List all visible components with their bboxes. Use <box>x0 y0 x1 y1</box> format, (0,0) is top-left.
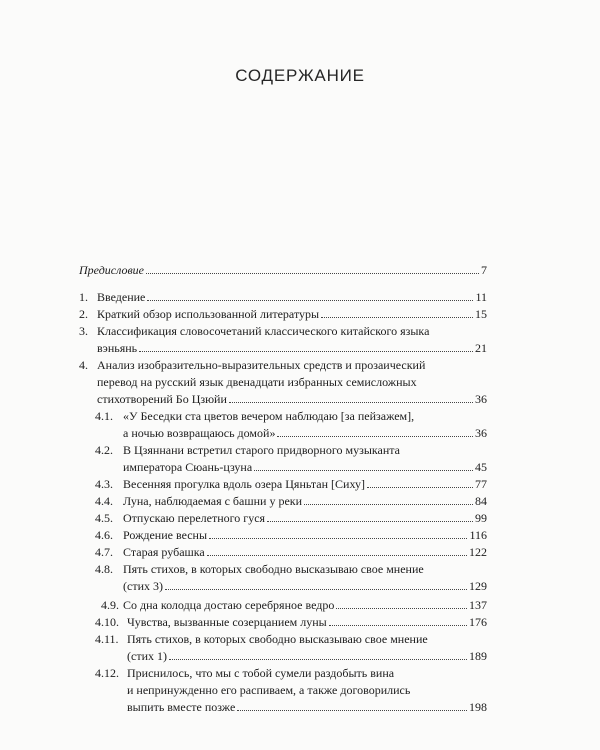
toc-entry-number: 4.9. <box>101 598 119 612</box>
toc-entry-text: вэньянь <box>97 341 138 355</box>
dot-leader <box>254 470 473 471</box>
toc-page-number: 116 <box>469 528 487 542</box>
toc-entry-text: Пять стихов, в которых свободно высказываю свое мнение <box>127 632 428 646</box>
dot-leader <box>229 402 473 403</box>
toc-page-number: 198 <box>469 700 487 714</box>
toc-entry-number: 4.12. <box>95 666 119 680</box>
dot-leader <box>267 521 473 522</box>
toc-entry-text: (стих 3) <box>123 579 163 593</box>
toc-entry-text: Приснилось, что мы с тобой сумели раздобыть вина <box>127 666 395 680</box>
toc-entry-number: 4.4. <box>95 494 113 508</box>
toc-entry-number: 4.7. <box>95 545 113 559</box>
toc-page-number: 21 <box>475 341 487 355</box>
dot-leader <box>304 504 473 505</box>
dot-leader <box>139 351 473 352</box>
toc-entry-number: 4.1. <box>95 409 113 423</box>
toc-entry-text: императора Сюань-цзуна <box>123 460 253 474</box>
toc-entry-number: 1. <box>79 290 88 304</box>
toc-entry-text: Луна, наблюдаемая с башни у реки <box>123 494 303 508</box>
toc-entry-number: 2. <box>79 307 88 321</box>
toc-entry-text: Классификация словосочетаний классического китайского языка <box>97 324 430 338</box>
dot-leader <box>277 436 473 437</box>
dot-leader <box>329 625 467 626</box>
dot-leader <box>237 710 467 711</box>
toc-page-number: 15 <box>475 307 487 321</box>
dot-leader <box>207 555 467 556</box>
toc-entry-text: стихотворений Бо Цзюйи <box>97 392 227 406</box>
toc-entry-text: Введение <box>97 290 146 304</box>
dot-leader <box>209 538 467 539</box>
dot-leader <box>146 273 479 274</box>
toc-entry-text: В Цзяннани встретил старого придворного музыканта <box>123 443 400 457</box>
toc-page-number: 11 <box>475 290 487 304</box>
toc-page-number: 45 <box>475 460 487 474</box>
toc-entry-number: 4.11. <box>95 632 119 646</box>
toc-page-number: 84 <box>475 494 487 508</box>
toc-page-number: 129 <box>469 579 487 593</box>
toc-entry-text: «У Беседки ста цветов вечером наблюдаю [за пейзажем], <box>123 409 415 423</box>
dot-leader <box>169 659 467 660</box>
toc-entry-text: Краткий обзор использованной литературы <box>97 307 320 321</box>
toc-entry-text: (стих 1) <box>127 649 167 663</box>
toc-page-number: 36 <box>475 392 487 406</box>
toc-page-number: 122 <box>469 545 487 559</box>
toc-entry-text: Предисловие <box>79 263 145 277</box>
toc-entry-number: 4.8. <box>95 562 113 576</box>
toc-page-number: 176 <box>469 615 487 629</box>
toc-page-number: 36 <box>475 426 487 440</box>
toc-page-number: 7 <box>481 263 487 277</box>
toc-entry-number: 4.5. <box>95 511 113 525</box>
toc-entry-number: 3. <box>79 324 88 338</box>
toc-entry-text: Отпускаю перелетного гуся <box>123 511 266 525</box>
toc-entry-text: Со дна колодца достаю серебряное ведро <box>123 598 335 612</box>
toc-entry-text: выпить вместе позже <box>127 700 236 714</box>
toc-page-number: 137 <box>469 598 487 612</box>
toc-page-number: 77 <box>475 477 487 491</box>
toc-entry-text: и непринужденно его распиваем, а также договорились <box>127 683 411 697</box>
toc-entry-text: а ночью возвращаюсь домой» <box>123 426 276 440</box>
toc-entry-number: 4.6. <box>95 528 113 542</box>
toc-entry-text: Пять стихов, в которых свободно высказываю свое мнение <box>123 562 424 576</box>
toc-entry-number: 4.2. <box>95 443 113 457</box>
dot-leader <box>147 300 473 301</box>
toc-entry-text: Старая рубашка <box>123 545 205 559</box>
toc-entry-text: Весенняя прогулка вдоль озера Цяньтан [Сиху] <box>123 477 365 491</box>
dot-leader <box>165 589 467 590</box>
toc-entry-text: Чувства, вызванные созерцанием луны <box>127 615 327 629</box>
toc-page-number: 99 <box>475 511 487 525</box>
toc-entry-number: 4.3. <box>95 477 113 491</box>
toc-entry-text: Анализ изобразительно-выразительных средств и прозаический <box>97 358 426 372</box>
dot-leader <box>321 317 473 318</box>
toc-entry-number: 4.10. <box>95 615 119 629</box>
dot-leader <box>367 487 473 488</box>
toc-entry-number: 4. <box>79 358 88 372</box>
toc-entry-text: перевод на русский язык двенадцати избранных семисложных <box>97 375 417 389</box>
toc-entry-text: Рождение весны <box>123 528 207 542</box>
dot-leader <box>336 608 467 609</box>
toc-page-number: 189 <box>469 649 487 663</box>
page-title: СОДЕРЖАНИЕ <box>235 66 365 85</box>
